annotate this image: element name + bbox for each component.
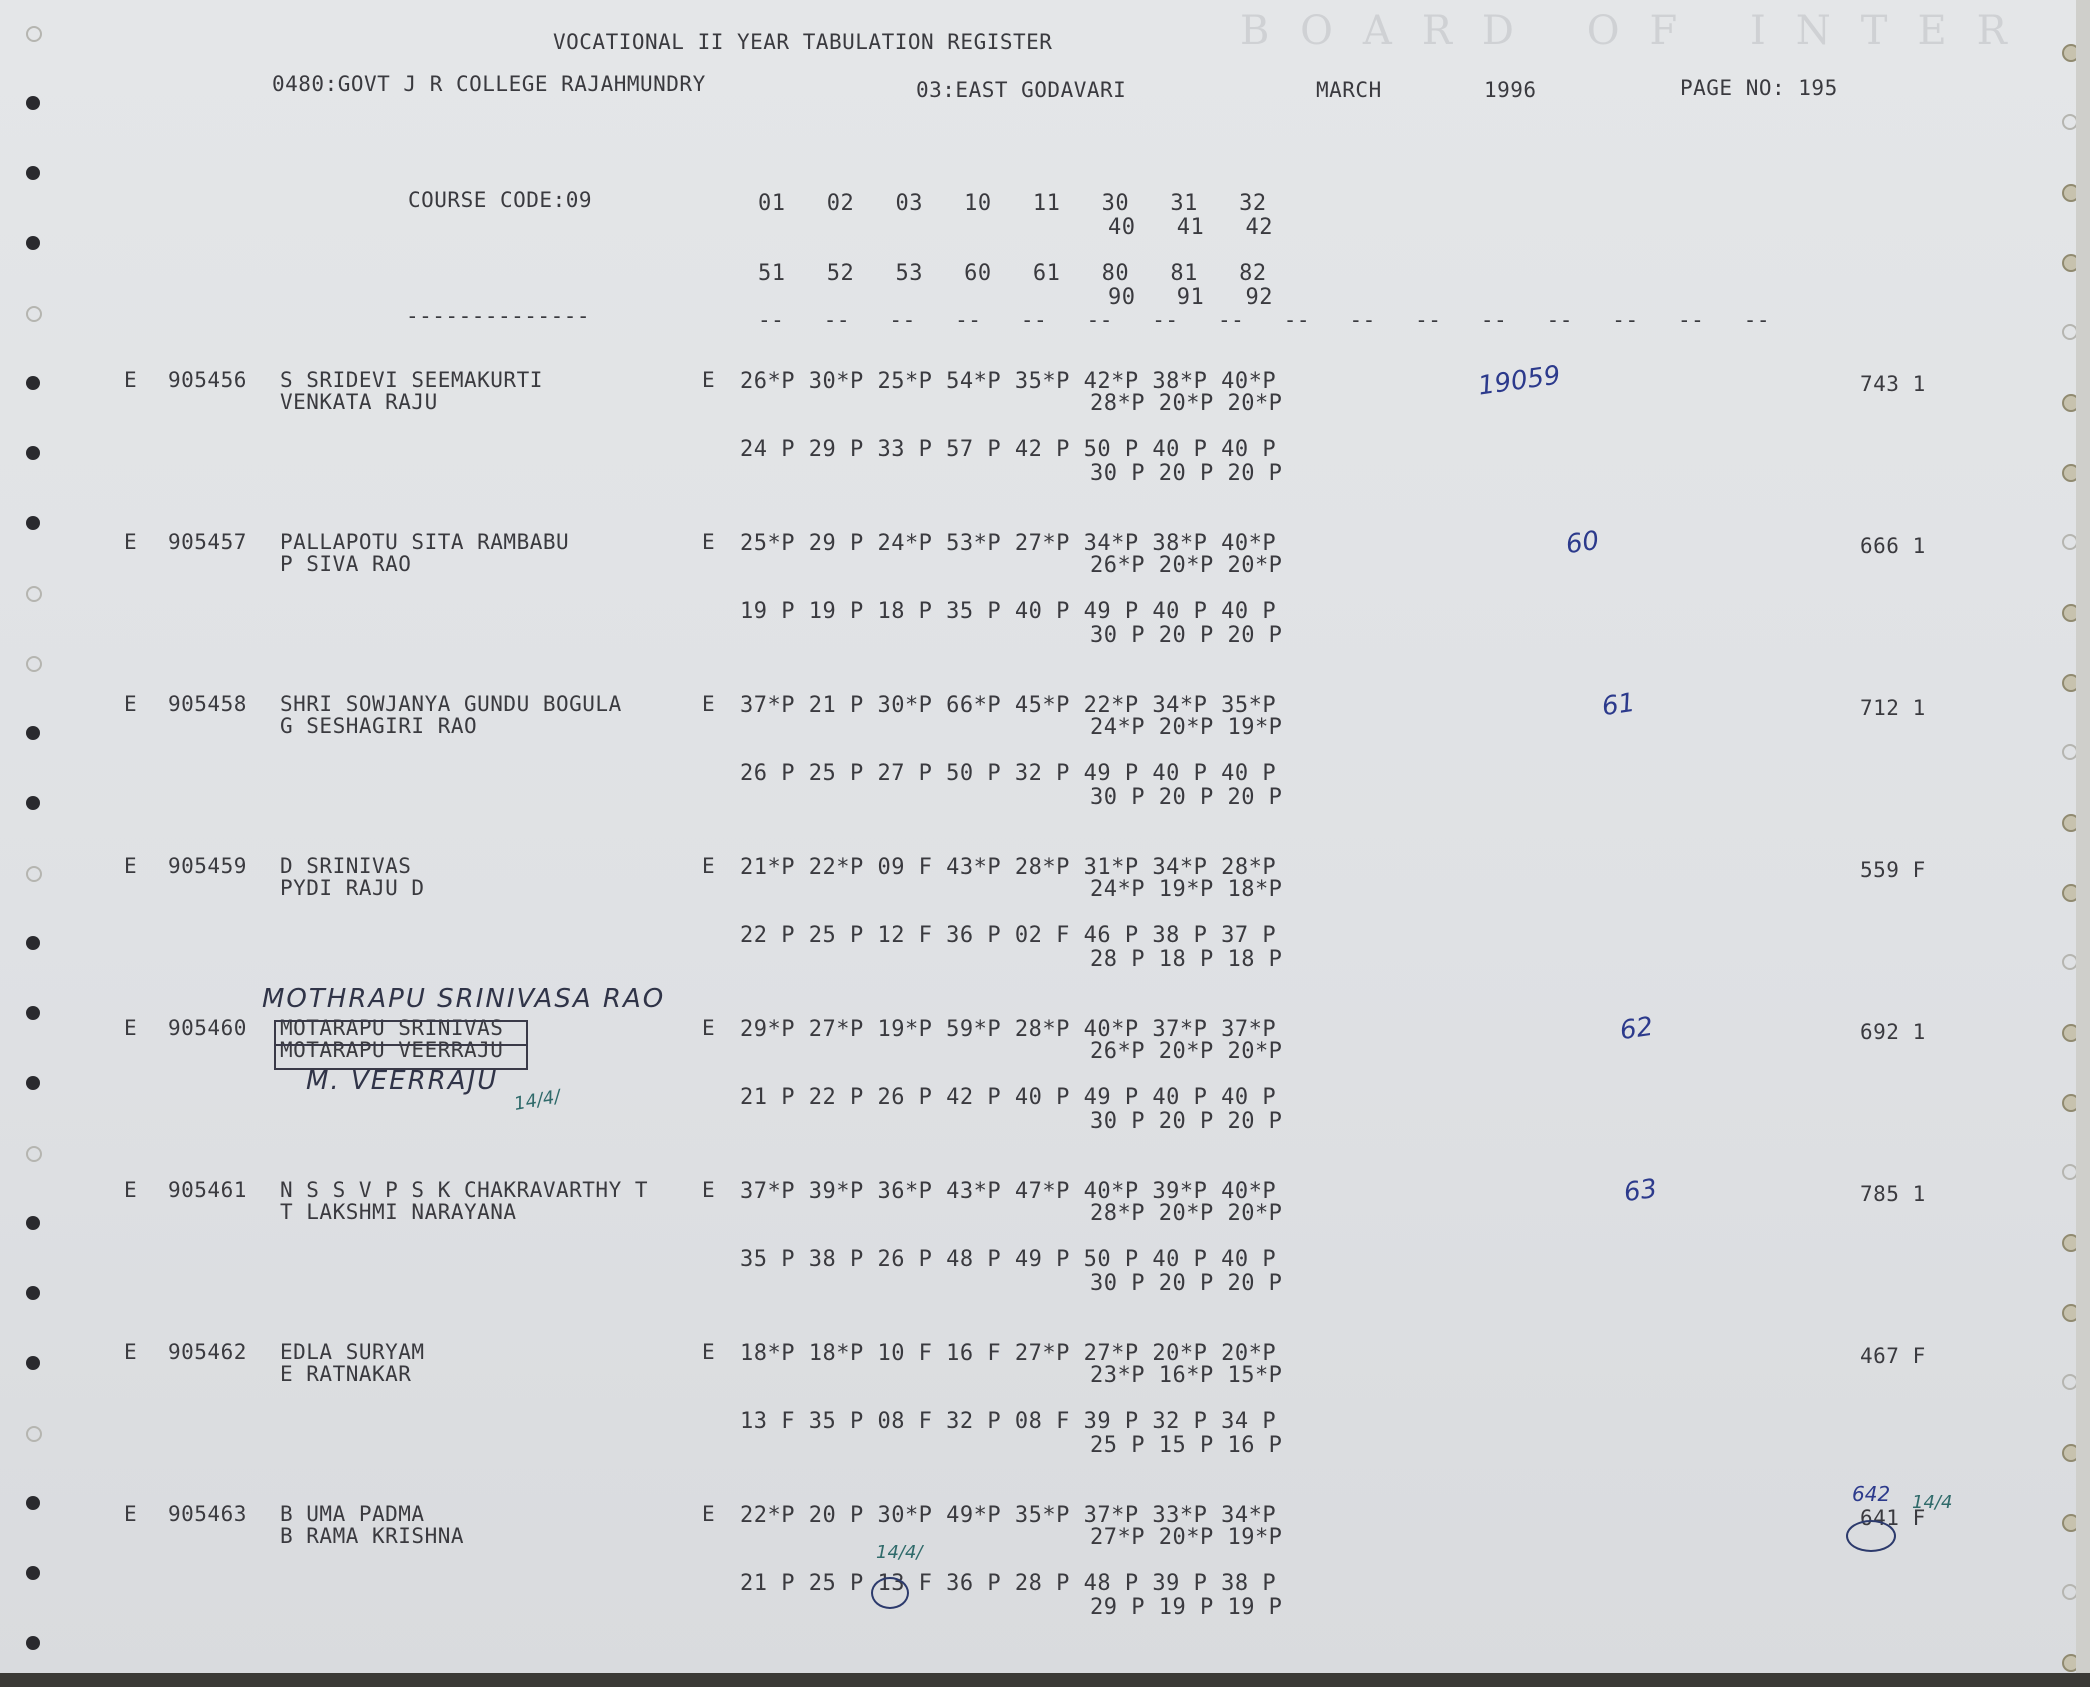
header-dash-row: -- -- -- -- -- -- -- -- -- -- -- -- -- -- -- -- xyxy=(758,308,1771,332)
marks-row-1: 37*P 39*P 36*P 43*P 47*P 40*P 39*P 40*P xyxy=(740,1179,1277,1204)
marks-row-1: 21*P 22*P 09 F 43*P 28*P 31*P 34*P 28*P xyxy=(740,855,1277,880)
father-name: T LAKSHMI NARAYANA xyxy=(280,1200,517,1224)
father-name: P SIVA RAO xyxy=(280,552,412,576)
father-name: E RATNAKAR xyxy=(280,1362,412,1386)
marks-row-2: 26 P 25 P 27 P 50 P 32 P 49 P 40 P 40 P xyxy=(740,761,1277,786)
boxed-name xyxy=(274,1020,528,1046)
marks-row-2b: 30 P 20 P 20 P xyxy=(1090,1271,1283,1296)
student-name: SHRI SOWJANYA GUNDU BOGULA xyxy=(280,692,622,716)
roll-number: 905456 xyxy=(168,368,247,392)
stream-code: E xyxy=(124,530,138,554)
medium-code: E xyxy=(702,1340,716,1364)
sprocket-hole xyxy=(26,936,40,950)
marks-row-2: 21 P 25 P 13 F 36 P 28 P 48 P 39 P 38 P xyxy=(740,1571,1277,1596)
handwritten-name-correction: MOTHRAPU SRINIVASA RAO xyxy=(262,984,666,1014)
marks-row-2: 21 P 22 P 26 P 42 P 40 P 49 P 40 P 40 P xyxy=(740,1085,1277,1110)
student-name: MOTARAPU SRINIVAS xyxy=(280,1016,504,1040)
marks-row-1b: 28*P 20*P 20*P xyxy=(1090,1201,1283,1226)
sprocket-hole xyxy=(26,236,40,250)
sprocket-hole xyxy=(26,376,40,390)
stream-code: E xyxy=(124,1016,138,1040)
total-result: 712 1 xyxy=(1860,696,1926,720)
handwritten-serial: 62 xyxy=(1618,1011,1656,1047)
stream-code: E xyxy=(124,1502,138,1526)
stream-code: E xyxy=(124,1340,138,1364)
total-result: 743 1 xyxy=(1860,372,1926,396)
marks-row-2: 35 P 38 P 26 P 48 P 49 P 50 P 40 P 40 P xyxy=(740,1247,1277,1272)
stream-code: E xyxy=(124,1178,138,1202)
marks-row-1b: 24*P 19*P 18*P xyxy=(1090,877,1283,902)
sprocket-hole xyxy=(26,1076,40,1090)
marks-row-2: 19 P 19 P 18 P 35 P 40 P 49 P 40 P 40 P xyxy=(740,599,1277,624)
marks-row-1: 18*P 18*P 10 F 16 F 27*P 27*P 20*P 20*P xyxy=(740,1341,1277,1366)
stream-code: E xyxy=(124,854,138,878)
handwritten-serial: 19059 xyxy=(1476,360,1563,402)
marks-row-2b: 25 P 15 P 16 P xyxy=(1090,1433,1283,1458)
sprocket-hole xyxy=(26,1006,40,1020)
marks-row-2: 13 F 35 P 08 F 32 P 08 F 39 P 32 P 34 P xyxy=(740,1409,1277,1434)
paper-edge-right xyxy=(2076,0,2090,1687)
medium-code: E xyxy=(702,1502,716,1526)
sprocket-hole xyxy=(26,516,40,530)
sprocket-hole xyxy=(26,1216,40,1230)
sprocket-hole xyxy=(26,1496,40,1510)
roll-number: 905457 xyxy=(168,530,247,554)
marks-row-1b: 26*P 20*P 20*P xyxy=(1090,1039,1283,1064)
roll-number: 905459 xyxy=(168,854,247,878)
student-name: EDLA SURYAM xyxy=(280,1340,425,1364)
medium-code: E xyxy=(702,854,716,878)
handwritten-serial: 63 xyxy=(1622,1173,1660,1209)
marks-row-2b: 30 P 20 P 20 P xyxy=(1090,1109,1283,1134)
total-result: 692 1 xyxy=(1860,1020,1926,1044)
roll-number: 905463 xyxy=(168,1502,247,1526)
roll-number: 905461 xyxy=(168,1178,247,1202)
register-title: VOCATIONAL II YEAR TABULATION REGISTER xyxy=(553,30,1053,54)
sprocket-hole xyxy=(26,26,42,42)
sprocket-hole xyxy=(26,656,42,672)
handwritten-serial: 61 xyxy=(1600,687,1638,723)
sprocket-hole xyxy=(26,446,40,460)
handwritten-father-correction: M. VEERRAJU xyxy=(306,1066,499,1096)
sprocket-hole xyxy=(26,796,40,810)
stream-code: E xyxy=(124,692,138,716)
page-edge-bottom xyxy=(0,1673,2090,1687)
total-result: 641 F xyxy=(1860,1506,1926,1530)
marks-row-1: 29*P 27*P 19*P 59*P 28*P 40*P 37*P 37*P xyxy=(740,1017,1277,1042)
roll-number: 905462 xyxy=(168,1340,247,1364)
sprocket-hole xyxy=(26,866,42,882)
father-name: G SESHAGIRI RAO xyxy=(280,714,478,738)
father-name: MOTARAPU VEERRAJU xyxy=(280,1038,504,1062)
marks-row-1b: 23*P 16*P 15*P xyxy=(1090,1363,1283,1388)
student-name: N S S V P S K CHAKRAVARTHY T xyxy=(280,1178,649,1202)
sprocket-hole xyxy=(26,1426,42,1442)
total-initials: 14/4 xyxy=(1912,1492,1953,1513)
sprocket-hole xyxy=(26,1356,40,1370)
marks-row-2b: 30 P 20 P 20 P xyxy=(1090,623,1283,648)
handwritten-serial: 60 xyxy=(1564,525,1602,561)
corrected-total: 642 xyxy=(1852,1482,1891,1506)
roll-number: 905458 xyxy=(168,692,247,716)
medium-code: E xyxy=(702,530,716,554)
subject-codes-row2b: 90 91 92 xyxy=(1108,285,1273,310)
initials-annotation: 14/4/ xyxy=(512,1086,562,1115)
student-name: PALLAPOTU SITA RAMBABU xyxy=(280,530,570,554)
marks-row-1: 37*P 21 P 30*P 66*P 45*P 22*P 34*P 35*P xyxy=(740,693,1277,718)
course-code: COURSE CODE:09 xyxy=(408,188,593,212)
sprocket-hole xyxy=(26,96,40,110)
sprocket-hole xyxy=(26,306,42,322)
sprocket-hole xyxy=(26,726,40,740)
total-result: 467 F xyxy=(1860,1344,1926,1368)
marks-row-1: 25*P 29 P 24*P 53*P 27*P 34*P 38*P 40*P xyxy=(740,531,1277,556)
stream-code: E xyxy=(124,368,138,392)
marks-row-1: 22*P 20 P 30*P 49*P 35*P 37*P 33*P 34*P xyxy=(740,1503,1277,1528)
exam-month: MARCH xyxy=(1316,78,1382,102)
sprocket-hole xyxy=(26,1146,42,1162)
mark-initials: 14/4/ xyxy=(876,1542,923,1563)
subject-codes-row2: 51 52 53 60 61 80 81 82 xyxy=(758,261,1267,286)
father-name: B RAMA KRISHNA xyxy=(280,1524,465,1548)
page-number: PAGE NO: 195 xyxy=(1680,76,1838,100)
subject-codes-row1: 01 02 03 10 11 30 31 32 xyxy=(758,191,1267,216)
sprocket-hole xyxy=(26,586,42,602)
total-result: 666 1 xyxy=(1860,534,1926,558)
sprocket-hole xyxy=(26,1566,40,1580)
marks-row-2b: 29 P 19 P 19 P xyxy=(1090,1595,1283,1620)
district-name: 03:EAST GODAVARI xyxy=(916,78,1127,102)
subject-codes-row1b: 40 41 42 xyxy=(1108,215,1273,240)
total-circle xyxy=(1846,1520,1896,1552)
marks-row-2: 24 P 29 P 33 P 57 P 42 P 50 P 40 P 40 P xyxy=(740,437,1277,462)
sprocket-hole xyxy=(26,166,40,180)
marks-row-1b: 26*P 20*P 20*P xyxy=(1090,553,1283,578)
father-name: VENKATA RAJU xyxy=(280,390,438,414)
total-result: 785 1 xyxy=(1860,1182,1926,1206)
marks-row-1b: 27*P 20*P 19*P xyxy=(1090,1525,1283,1550)
medium-code: E xyxy=(702,1178,716,1202)
marks-row-1b: 28*P 20*P 20*P xyxy=(1090,391,1283,416)
marks-row-1b: 24*P 20*P 19*P xyxy=(1090,715,1283,740)
exam-year: 1996 xyxy=(1484,78,1537,102)
student-name: D SRINIVAS xyxy=(280,854,412,878)
college-name: 0480:GOVT J R COLLEGE RAJAHMUNDRY xyxy=(272,72,706,96)
student-name: S SRIDEVI SEEMAKURTI xyxy=(280,368,543,392)
background-print: BOARD OF INTER xyxy=(1240,8,2037,54)
marks-row-2: 22 P 25 P 12 F 36 P 02 F 46 P 38 P 37 P xyxy=(740,923,1277,948)
medium-code: E xyxy=(702,368,716,392)
roll-number: 905460 xyxy=(168,1016,247,1040)
sprocket-hole xyxy=(26,1286,40,1300)
medium-code: E xyxy=(702,1016,716,1040)
marks-row-2b: 30 P 20 P 20 P xyxy=(1090,461,1283,486)
total-result: 559 F xyxy=(1860,858,1926,882)
mark-circle xyxy=(871,1577,909,1609)
marks-row-2b: 30 P 20 P 20 P xyxy=(1090,785,1283,810)
father-name: PYDI RAJU D xyxy=(280,876,425,900)
medium-code: E xyxy=(702,692,716,716)
sprocket-hole xyxy=(26,1636,40,1650)
header-underline: -------------- xyxy=(406,304,591,328)
student-name: B UMA PADMA xyxy=(280,1502,425,1526)
marks-row-2b: 28 P 18 P 18 P xyxy=(1090,947,1283,972)
marks-row-1: 26*P 30*P 25*P 54*P 35*P 42*P 38*P 40*P xyxy=(740,369,1277,394)
